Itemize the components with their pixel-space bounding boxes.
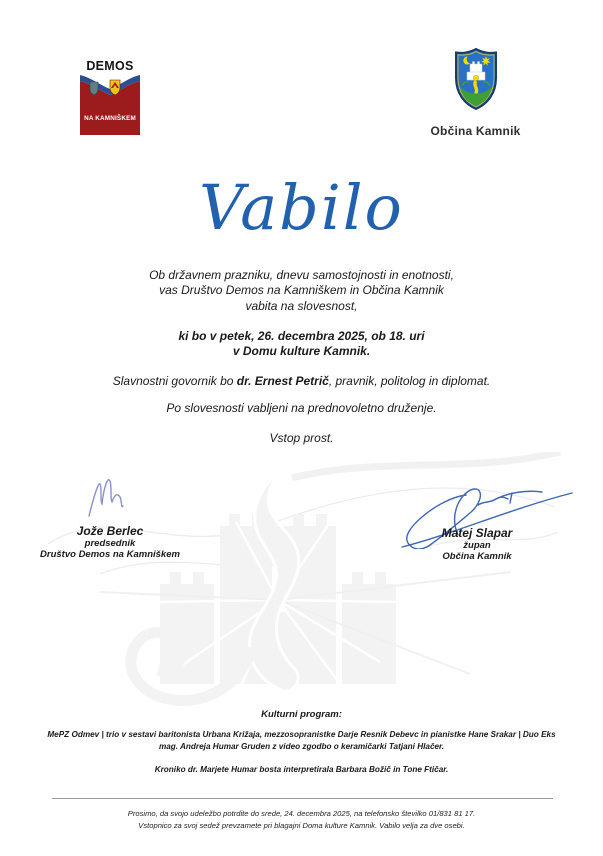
signatory-left-name: Jože Berlec — [76, 524, 144, 538]
speaker-prefix: Slavnostni govornik bo — [112, 374, 237, 388]
page-title: Vabilo — [199, 171, 404, 244]
footer-note — [0, 808, 603, 832]
speaker-name: dr. Ernest Petrič — [236, 374, 329, 388]
kamnik-coat-of-arms — [454, 48, 498, 110]
watermark-swoosh — [292, 452, 560, 478]
program-heading: Kulturni program: — [261, 709, 342, 720]
event-line-1: ki bo v petek, 26. decembra 2025, ob 18. uri — [178, 329, 425, 343]
intro-line-2: vas Društvo Demos na Kamniškem in Občina Kamnik — [159, 283, 444, 298]
demos-left-shield — [90, 82, 98, 95]
program-line-2: mag. Andreja Humar Gruden z video zgodbo o keramičarki Tatjani Hlačer. — [158, 741, 445, 751]
demos-logo-subtitle: NA KAMNIŠKEM — [84, 115, 136, 122]
program-line-1: MePZ Odmev | trio v sestavi baritonista Urbana Križaja, mezzosopranistke Darje Resnik Debevc in pianistke Hane Srakar | Duo Eks — [47, 730, 556, 739]
program-line-3: Kroniko dr. Marjete Humar bosta interpretirala Barbara Božič in Tone Ftičar. — [154, 765, 449, 774]
signatory-left-org: Društvo Demos na Kamniškem — [40, 549, 180, 560]
speaker-line — [0, 374, 603, 389]
kamnik-logo-block — [413, 48, 538, 138]
footer-divider — [52, 798, 553, 799]
signatory-right-role: župan — [463, 540, 491, 551]
footer-line-2: Vstopnico za svoj sedež prevzamete pri blagajni Doma kulture Kamnik. Vabilo velja za dve osebi. — [138, 821, 465, 830]
footer-line-1: Prosimo, da svojo udeležbo potrdite do srede, 24. decembra 2025, na telefonsko številko 01/831 81 17. — [127, 809, 476, 818]
signatory-right-name: Matej Slapar — [441, 526, 513, 540]
kamnik-logo-caption: Občina Kamnik — [430, 124, 521, 138]
signatory-right — [407, 526, 547, 562]
intro-paragraph — [0, 268, 603, 314]
free-entry-line: Vstop prost. — [269, 431, 334, 445]
signatory-left — [25, 524, 195, 560]
event-paragraph — [0, 329, 603, 360]
after-event-line: Po slovesnosti vabljeni na prednovoletno druženje. — [166, 401, 437, 415]
signature-left-ink — [85, 472, 137, 520]
program-lines — [0, 729, 603, 752]
demos-logo-title: DEMOS — [86, 59, 134, 73]
event-line-2: v Domu kulture Kamnik. — [232, 344, 371, 359]
intro-line-1: Ob državnem prazniku, dnevu samostojnosti in enotnosti, — [149, 268, 454, 282]
intro-line-3: vabita na slovesnost, — [245, 298, 358, 313]
signatory-right-org: Občina Kamnik — [442, 551, 512, 562]
speaker-suffix: , pravnik, politolog in diplomat. — [328, 374, 491, 388]
demos-logo — [80, 55, 140, 135]
signatory-left-role: predsednik — [84, 538, 136, 549]
